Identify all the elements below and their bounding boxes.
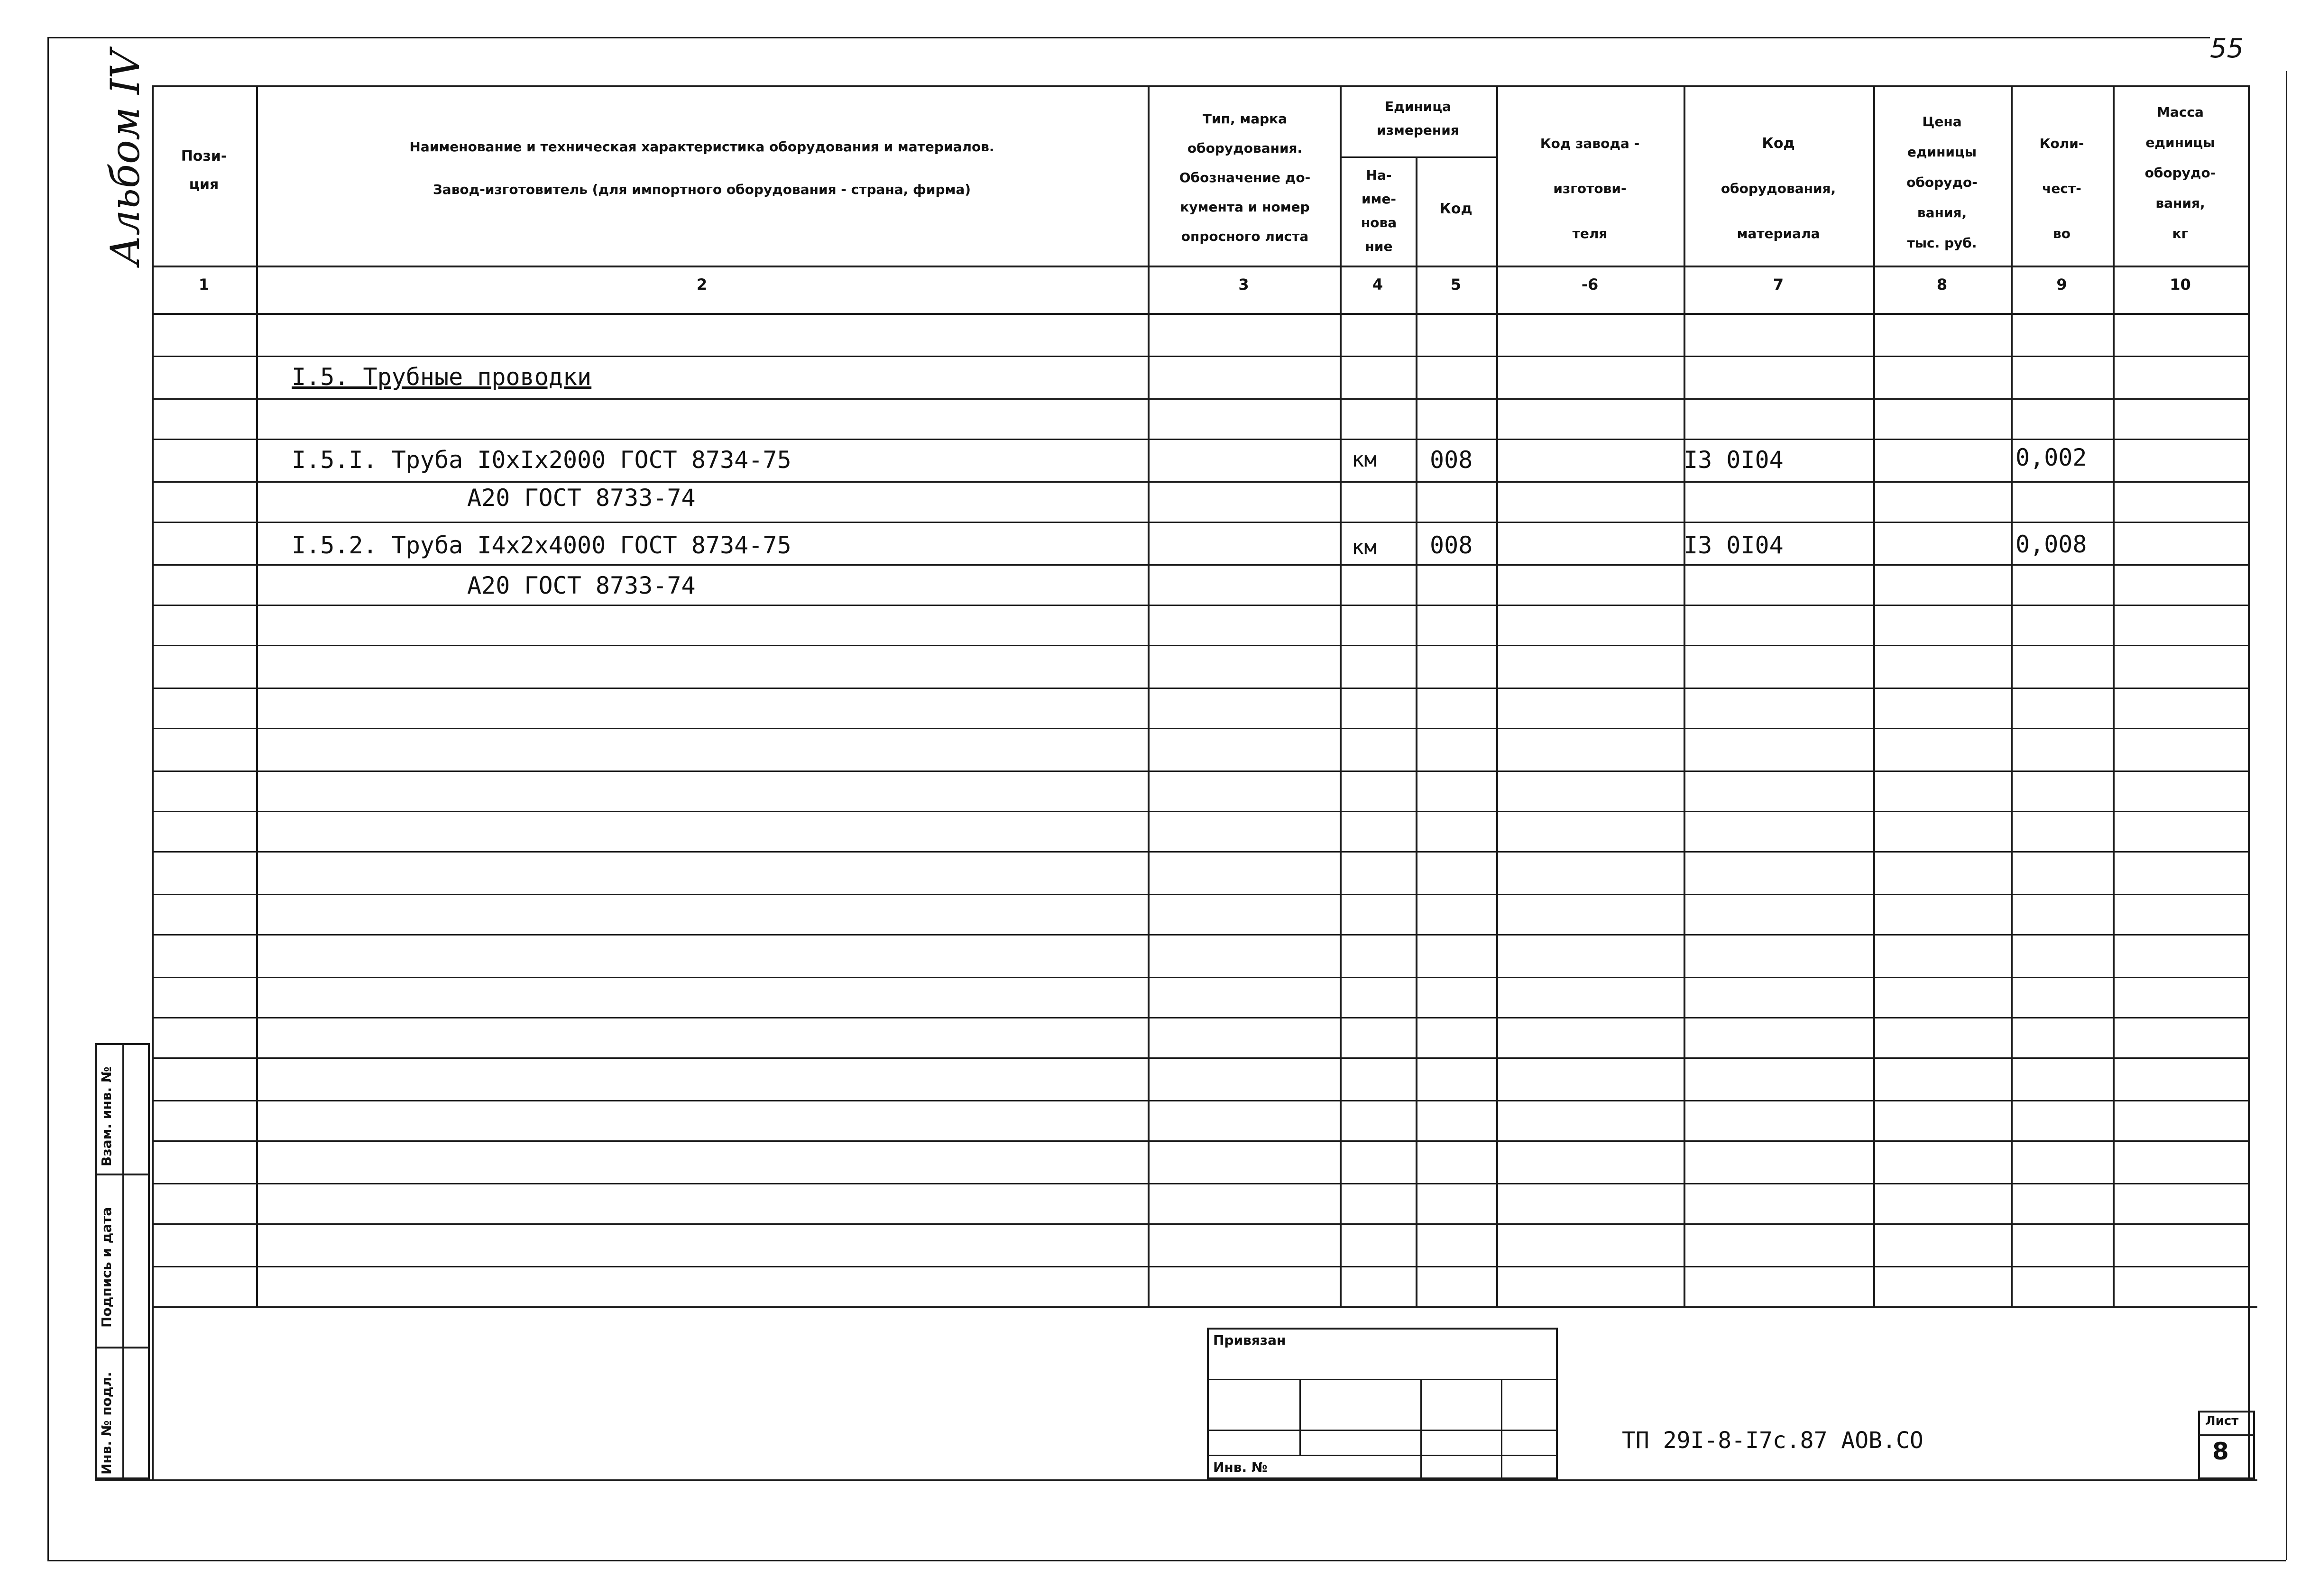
item-name: I.5.I. Труба I0xIx2000 ГОСТ 8734-75 — [292, 446, 791, 474]
row-line — [152, 851, 2248, 853]
sheet-number: 8 — [2212, 1438, 2229, 1465]
item-name-continued: А20 ГОСТ 8733-74 — [467, 484, 696, 512]
row-line — [152, 645, 2248, 646]
side-stamp-replaced-inv: Взам. инв. № — [99, 1066, 114, 1166]
frame-top — [47, 37, 2210, 38]
header-quantity-line: чест- — [2042, 181, 2081, 196]
header-price-line: оборудо- — [1906, 174, 1978, 190]
column-number: 2 — [696, 275, 708, 294]
row-line — [152, 439, 2248, 440]
header-position: Пози- ция — [181, 148, 227, 193]
row-line — [152, 977, 2248, 978]
header-mass-line: единицы — [2145, 135, 2215, 150]
side-stamp-signature-date: Подпись и дата — [99, 1207, 114, 1328]
header-unit-name-line: име- — [1361, 191, 1397, 207]
row-line — [152, 934, 2248, 936]
item-equipment-code: I3 0I04 — [1684, 532, 1784, 559]
header-equipment-line: материала — [1737, 226, 1820, 241]
item-unit: км — [1352, 448, 1377, 472]
header-quantity — [2013, 121, 2110, 256]
bound-box-line — [1207, 1455, 1558, 1456]
section-title: I.5. Трубные проводки — [292, 363, 592, 391]
row-line — [152, 1223, 2248, 1225]
row-line — [152, 522, 2248, 523]
inv-label: Инв. № — [1213, 1459, 1268, 1475]
bound-box — [1207, 1328, 1558, 1479]
header-quantity-line: Коли- — [2039, 136, 2084, 151]
column-number: -6 — [1581, 275, 1599, 294]
header-equipment-line: оборудования, — [1721, 181, 1836, 196]
row-line — [152, 1140, 2248, 1142]
side-stamp-divider — [95, 1174, 150, 1175]
header-price-line: тыс. руб. — [1907, 235, 1977, 251]
row-line — [152, 811, 2248, 812]
side-stamp-divider — [122, 1043, 124, 1479]
header-type-line: оборудования. — [1187, 140, 1303, 156]
table-colnum-bottom — [152, 313, 2248, 315]
sheet-label: Лист — [2205, 1414, 2239, 1428]
header-unit-line: Единица — [1385, 99, 1451, 114]
header-price-line: вания, — [1917, 205, 1967, 220]
row-line — [152, 728, 2248, 729]
row-line — [152, 688, 2248, 689]
header-mass-line: вания, — [2155, 195, 2205, 211]
item-name-continued: А20 ГОСТ 8733-74 — [467, 572, 696, 599]
sheet-bottom-border — [95, 1479, 2257, 1481]
item-quantity: 0,002 — [2015, 444, 2087, 471]
header-unit-name — [1342, 164, 1416, 258]
album-label: Альбом IV — [102, 50, 148, 266]
column-number: 1 — [198, 275, 210, 294]
item-unit: км — [1352, 535, 1377, 560]
header-price-line: единицы — [1907, 144, 1977, 160]
column-number: 5 — [1450, 275, 1462, 294]
frame-bottom — [47, 1560, 2286, 1561]
frame-right — [2286, 71, 2287, 1560]
column-number: 3 — [1238, 275, 1249, 294]
row-line — [152, 770, 2248, 772]
header-manufacturer-line: теля — [1572, 226, 1608, 241]
row-line — [152, 1183, 2248, 1184]
header-type-line: кумента и номер — [1180, 199, 1310, 215]
bound-box-col — [1299, 1379, 1301, 1455]
frame-left — [47, 37, 49, 1560]
row-line — [152, 1057, 2248, 1059]
row-line — [152, 1017, 2248, 1018]
item-unit-code: 008 — [1430, 446, 1473, 474]
header-unit-name-line: нова — [1361, 215, 1397, 230]
sheet-box-line — [2198, 1434, 2255, 1436]
header-name-line2: Завод-изготовитель (для импортного оборудования - страна, фирма) — [433, 182, 971, 197]
document-code: ТП 29I-8-I7с.87 АОВ.СО — [1622, 1427, 1923, 1454]
item-unit-code: 008 — [1430, 532, 1473, 559]
row-line — [152, 1100, 2248, 1101]
col-line-10 — [2248, 85, 2250, 1479]
item-equipment-code: I3 0I04 — [1684, 446, 1784, 474]
table-bottom-border — [152, 1306, 2257, 1308]
header-type-line: Обозначение до- — [1179, 170, 1311, 185]
column-number: 8 — [1936, 275, 1948, 294]
header-unit-name-line: ние — [1365, 238, 1393, 254]
bound-box-line — [1207, 1430, 1558, 1431]
header-price — [1876, 107, 2008, 258]
column-number: 9 — [2056, 275, 2067, 294]
column-number: 4 — [1372, 275, 1383, 294]
header-name-line1: Наименование и техническая характеристика оборудования и материалов. — [409, 139, 994, 155]
row-line — [152, 356, 2248, 357]
row-line — [152, 564, 2248, 566]
header-unit-code: Код — [1439, 201, 1472, 217]
header-mass-line: Масса — [2157, 104, 2204, 120]
row-line — [152, 605, 2248, 606]
col-line-4 — [1416, 156, 1417, 1306]
item-quantity: 0,008 — [2015, 531, 2087, 558]
row-line — [152, 481, 2248, 483]
bound-box-col — [1420, 1379, 1422, 1479]
header-type-line: опросного листа — [1181, 229, 1309, 244]
side-stamp-original-inv: Инв. № подл. — [99, 1372, 114, 1475]
unit-group-divider — [1340, 156, 1496, 158]
item-name: I.5.2. Труба I4x2x4000 ГОСТ 8734-75 — [292, 532, 791, 559]
header-type — [1152, 104, 1337, 251]
header-manufacturer-line: изготови- — [1553, 181, 1627, 196]
column-number: 10 — [2170, 275, 2191, 294]
row-line — [152, 1266, 2248, 1267]
side-stamp-divider — [95, 1347, 150, 1348]
bound-box-col — [1501, 1379, 1502, 1479]
bound-label: Привязан — [1213, 1332, 1286, 1348]
header-mass — [2115, 97, 2245, 249]
page-number: 55 — [2210, 33, 2244, 64]
header-mass-line: кг — [2172, 226, 2189, 241]
header-manufacturer-line: Код завода - — [1540, 136, 1640, 151]
table-top-border — [152, 85, 2248, 87]
header-quantity-line: во — [2053, 226, 2071, 241]
header-unit-group — [1342, 95, 1494, 142]
row-line — [152, 894, 2248, 895]
column-number: 7 — [1773, 275, 1784, 294]
header-equipment-code — [1686, 121, 1871, 256]
header-type-line: Тип, марка — [1202, 111, 1288, 127]
bound-box-line — [1207, 1379, 1558, 1380]
row-line — [152, 398, 2248, 400]
header-manufacturer-code — [1499, 121, 1681, 256]
header-price-line: Цена — [1922, 114, 1962, 129]
header-mass-line: оборудо- — [2144, 165, 2216, 181]
header-equipment-line: Код — [1762, 135, 1795, 152]
header-unit-line: измерения — [1377, 122, 1459, 138]
header-unit-name-line: На- — [1366, 167, 1392, 183]
